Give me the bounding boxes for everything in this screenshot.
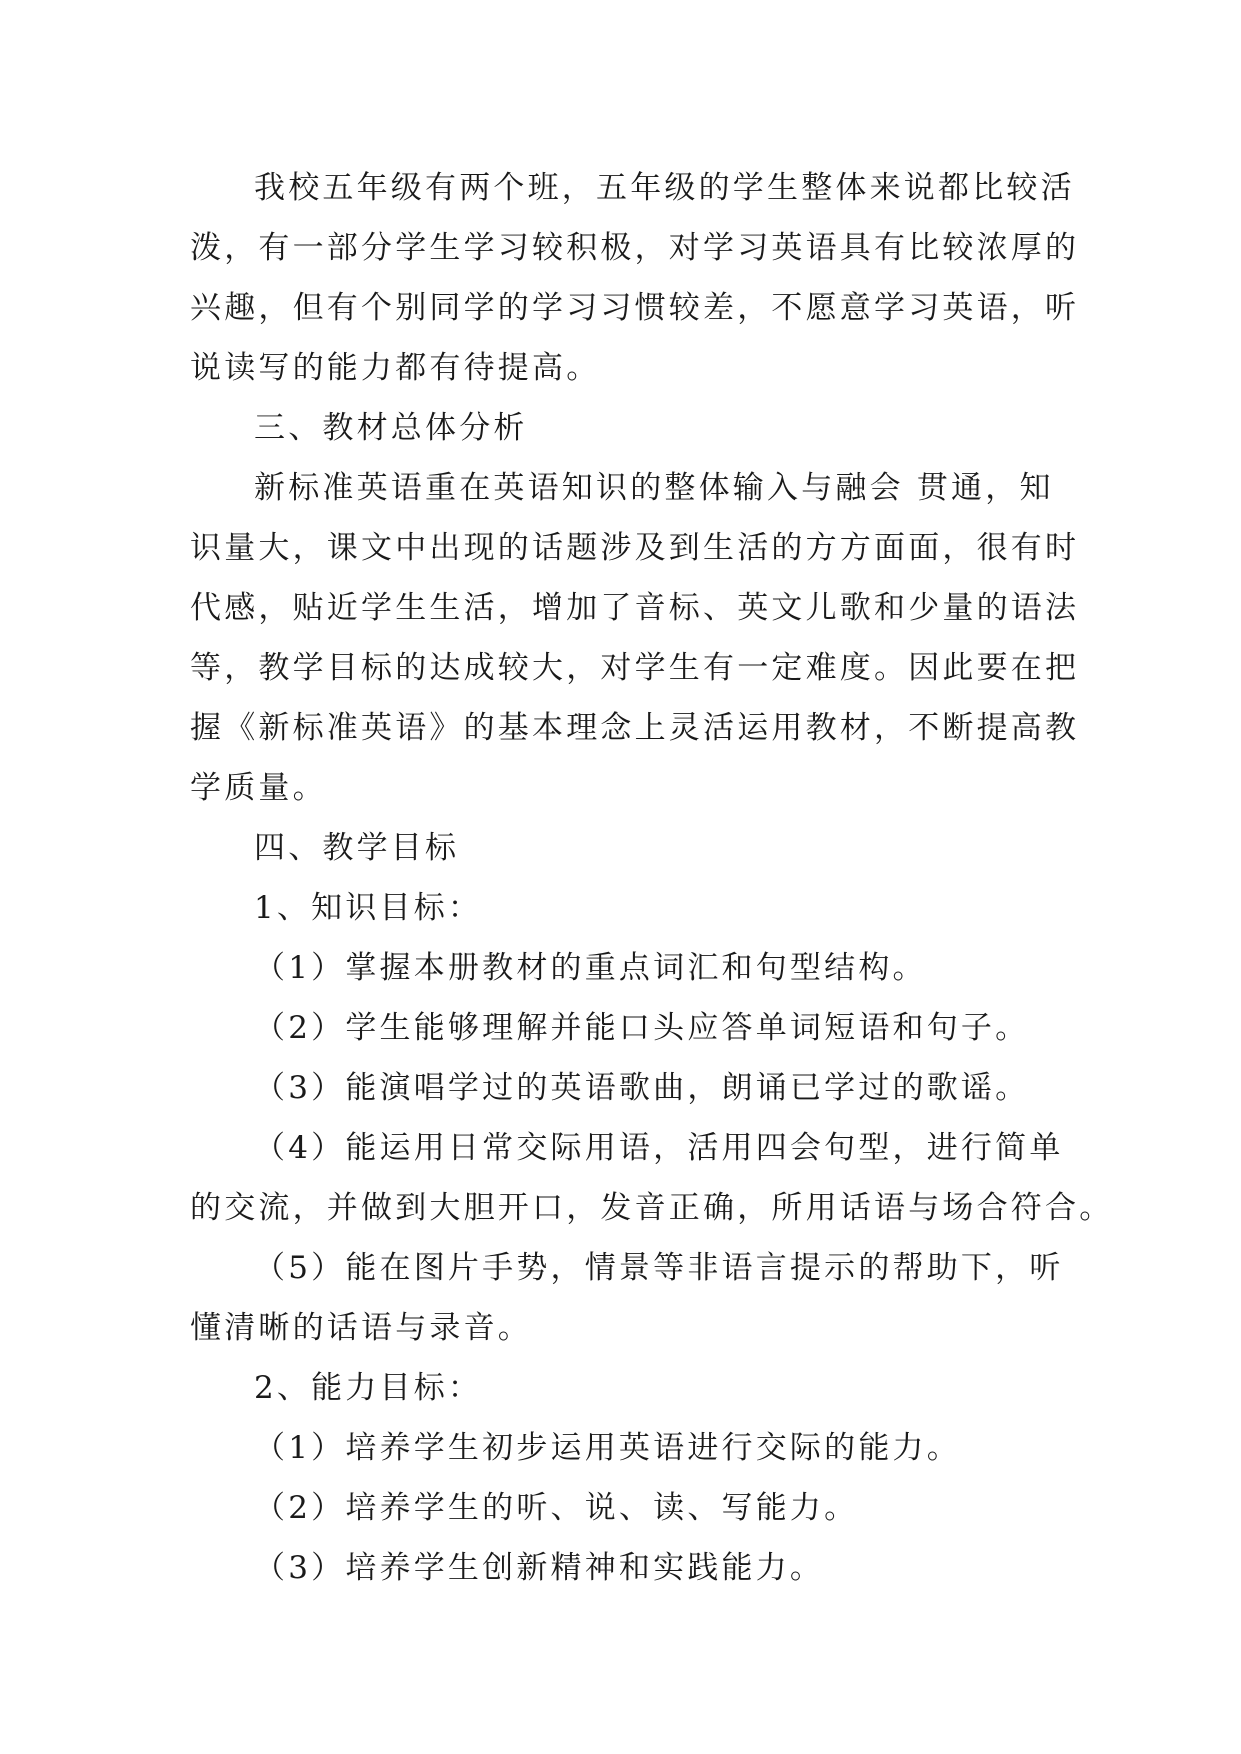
text-line: 说读写的能力都有待提高。: [190, 350, 601, 386]
text-line: 泼，有一部分学生学习较积极，对学习英语具有比较浓厚的: [190, 230, 1080, 266]
text-line: （5）能在图片手势，情景等非语言提示的帮助下，听: [254, 1250, 1064, 1286]
subheading-knowledge-goals: 1、知识目标：: [254, 890, 483, 926]
text-line: 识量大，课文中出现的话题涉及到生活的方方面面，很有时: [190, 530, 1080, 566]
text-line: 代感，贴近学生生活，增加了音标、英文儿歌和少量的语法: [190, 590, 1080, 626]
text-line: 兴趣，但有个别同学的学习习惯较差，不愿意学习英语，听: [190, 290, 1080, 326]
text-line: 握《新标准英语》的基本理念上灵活运用教材，不断提高教: [190, 710, 1080, 746]
list-item: （3）能演唱学过的英语歌曲，朗诵已学过的歌谣。: [254, 1070, 1030, 1106]
text-line: 的交流，并做到大胆开口，发音正确，所用话语与场合符合。: [190, 1190, 1114, 1226]
section-heading-textbook-analysis: 三、教材总体分析: [254, 410, 528, 446]
subheading-ability-goals: 2、能力目标：: [254, 1370, 483, 1406]
list-item: （1）培养学生初步运用英语进行交际的能力。: [254, 1430, 961, 1466]
list-item-multiline: [190, 1238, 1064, 1358]
text-line: 等，教学目标的达成较大，对学生有一定难度。因此要在把: [190, 650, 1080, 686]
document-body: [190, 158, 1114, 1598]
list-item-multiline: [190, 1118, 1114, 1238]
paragraph-textbook-analysis: [190, 458, 1080, 818]
text-line: 我校五年级有两个班，五年级的学生整体来说都比较活: [254, 170, 1075, 206]
text-line: 新标准英语重在英语知识的整体输入与融会 贯通，知: [254, 470, 1054, 506]
text-line: 懂清晰的话语与录音。: [190, 1310, 532, 1346]
text-line: （4）能运用日常交际用语，活用四会句型，进行简单: [254, 1130, 1064, 1166]
section-heading-teaching-goals: 四、教学目标: [254, 830, 460, 866]
list-item: （2）学生能够理解并能口头应答单词短语和句子。: [254, 1010, 1030, 1046]
text-line: 学质量。: [190, 770, 327, 806]
list-item: （2）培养学生的听、说、读、写能力。: [254, 1490, 859, 1526]
list-item: （3）培养学生创新精神和实践能力。: [254, 1550, 825, 1586]
paragraph-class-overview: [190, 158, 1080, 398]
list-item: （1）掌握本册教材的重点词汇和句型结构。: [254, 950, 927, 986]
